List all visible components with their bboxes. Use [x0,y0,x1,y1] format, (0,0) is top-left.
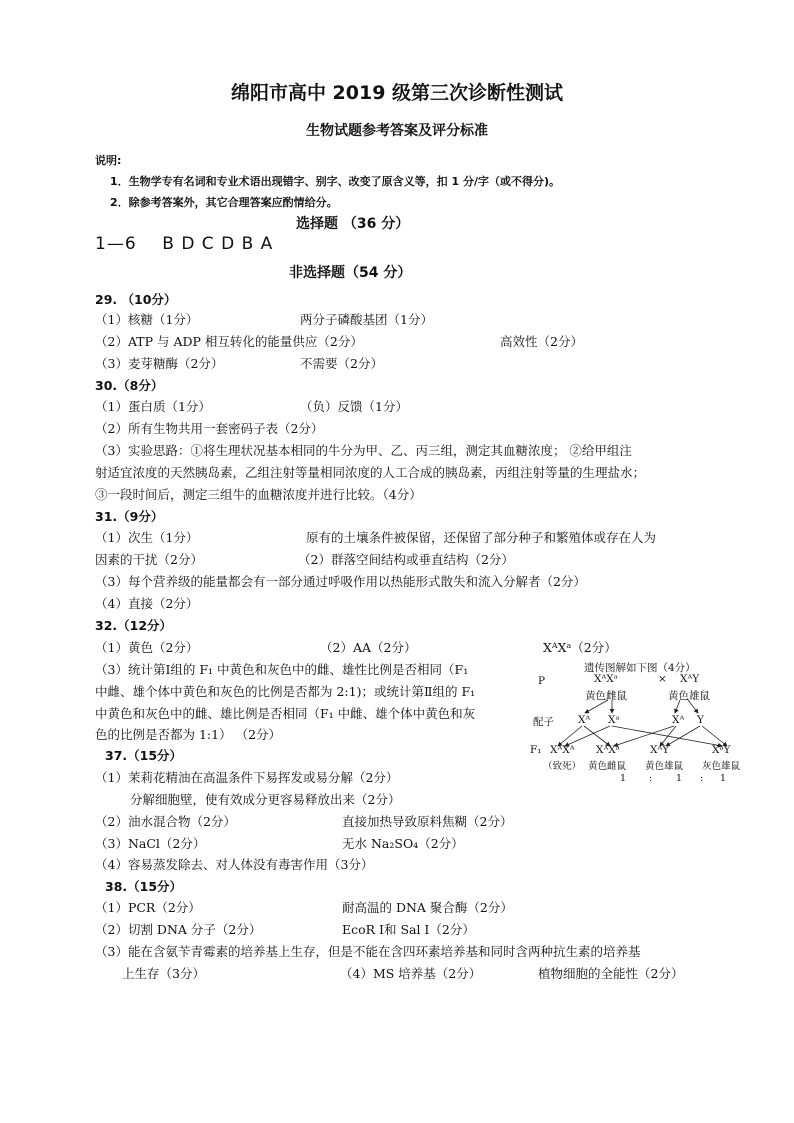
q31-line1-b: 原有的土壤条件被保留，还保留了部分种子和繁殖体或存在人为 [306,530,657,545]
q32-line1-a: （1）黄色（2分） [95,640,199,655]
q37-line2: 分解细胞壁，使有效成分更容易释放出来（2分） [130,792,401,807]
q30-line1-a: （1）蛋白质（1分） [95,399,211,414]
q38-line4-c: 植物细胞的全能性（2分） [538,966,684,981]
q29-line2-b: 高效性（2分） [500,334,583,349]
diagram-parent2-label: 黄色雄鼠 [668,690,710,702]
q30-heading: 30.（8分） [95,378,164,393]
q29-line1-a: （1）核糖（1分） [95,312,199,327]
diagram-gamete-3: Xᴬ [672,714,685,726]
q30-line3: （3）实验思路：①将生理状况基本相同的牛分为甲、乙、丙三组，测定其血糖浓度； ②给甲组注 [95,443,632,458]
page-subtitle: 生物试题参考答案及评分标准 [306,123,488,139]
nonchoice-heading: 非选择题（54 分） [289,265,412,281]
diagram-gamete-1: Xᴬ [578,714,591,726]
diagram-offspring-3-label: 黄色雄鼠 [645,761,684,772]
q31-line2-a: 因素的干扰（2分） [95,552,203,567]
diagram-gamete-2: Xᵃ [608,714,620,726]
q30-line1-b: （负）反馈（1分） [300,399,408,414]
q31-heading: 31.（9分） [95,509,164,524]
q32-line4: 中黄色和灰色中的雌、雄比例是否相同（F₁ 中雌、雄个体中黄色和灰 [95,706,476,721]
q38-line1-b: 耐高温的 DNA 聚合酶（2分） [342,900,513,915]
q38-line4-a: 上生存（3分） [122,966,205,981]
diagram-cross: × [658,673,667,685]
diagram-p-label: P [538,675,546,687]
q30-line2: （2）所有生物共用一套密码子表（2分） [95,421,324,436]
choice-heading: 选择题 （36 分） [296,216,410,232]
diagram-ratio-1: 1 [620,773,627,784]
diagram-offspring-4: XᵃY [712,744,731,756]
q32-line1-b: （2）AA（2分） [320,640,417,655]
diagram-offspring-3: XᴬY [650,744,670,756]
diagram-offspring-2-label: 黄色雌鼠 [588,761,627,772]
diagram-offspring-2: XᴬXᵃ [596,744,620,756]
q31-line3: （3）每个营养级的能量都会有一部分通过呼吸作用以热能形式散失和流入分解者（2分） [95,574,586,589]
diagram-parent1: XᴬXᵃ [594,673,618,685]
q37-line4-a: （3）NaCl（2分） [95,836,206,851]
q37-line5: （4）容易蒸发除去、对人体没有毒害作用（3分） [95,857,374,872]
diagram-ratio-colon-1: : [649,773,653,784]
q31-line4: （4）直接（2分） [95,596,199,611]
page-title: 绵阳市高中 2019 级第三次诊断性测试 [230,82,564,104]
diagram-parent2: XᴬY [680,673,700,685]
q37-line3-b: 直接加热导致原料焦糊（2分） [342,814,513,829]
diagram-gamete-4: Y [697,714,704,726]
q29-line2-a: （2）ATP 与 ADP 相互转化的能量供应（2分） [95,334,363,349]
q38-line3: （3）能在含氨苄青霉素的培养基上生存，但是不能在含四环素培养基和同时含两种抗生素的培养基 [95,944,641,959]
note-item-2: 2．除参考答案外，其它合理答案应酌情给分。 [110,196,338,209]
diagram-ratio-3: 1 [720,773,727,784]
diagram-parent1-label: 黄色雌鼠 [585,690,627,702]
q29-line3-a: （3）麦芽糖酶（2分） [95,356,224,371]
q38-line4-b: （4）MS 培养基（2分） [340,966,482,981]
q37-line1: （1）茉莉花精油在高温条件下易挥发或易分解（2分） [95,770,399,785]
q37-line4-b: 无水 Na₂SO₄（2分） [342,836,464,851]
q37-heading: 37.（15分） [105,748,183,763]
diagram-gamete-label: 配子 [533,716,554,728]
q29-line3-b: 不需要（2分） [300,356,383,371]
diagram-f1-label: F₁ [530,744,542,756]
q32-heading: 32.（12分） [95,618,173,633]
q37-line3-a: （2）油水混合物（2分） [95,814,236,829]
notes-heading: 说明: [95,154,122,167]
q32-line5: 色的比例是否都为 1:1） （2分） [95,727,282,742]
diagram-offspring-1-label: （致死） [543,761,582,772]
diagram-ratio-colon-2: : [700,773,704,784]
diagram-caption: 遗传图解如下图（4分） [584,662,696,674]
q30-line4: 射适宜浓度的天然胰岛素，乙组注射等量相同浓度的人工合成的胰岛素，丙组注射等量的生理盐水； [95,465,646,480]
diagram-ratio-2: 1 [676,773,683,784]
q30-line5: ③一段时间后，测定三组牛的血糖浓度并进行比较。（4分） [95,487,422,502]
q32-line1-c: XᴬXᵃ（2分） [543,640,617,655]
q38-line2-b: EcoR Ⅰ和 Sal Ⅰ（2分） [342,922,475,937]
diagram-offspring-1: XᴬXᴬ [550,744,575,756]
q38-heading: 38.（15分） [105,879,183,894]
q32-line2: （3）统计第Ⅰ组的 F₁ 中黄色和灰色中的雌、雄性比例是否相同（F₁ [95,662,469,677]
q38-line2-a: （2）切割 DNA 分子（2分） [95,922,262,937]
q29-heading: 29. （10分） [95,292,177,307]
q31-line2-b: （2）群落空间结构或垂直结构（2分） [298,552,514,567]
q29-line1-b: 两分子磷酸基团（1分） [300,312,433,327]
q32-line3: 中雌、雄个体中黄色和灰色的比例是否都为 2:1)；或统计第Ⅱ组的 F₁ [95,684,476,699]
note-item-1: 1．生物学专有名词和专业术语出现错字、别字、改变了原含义等，扣 1 分/字（或不得分)。 [110,175,561,188]
diagram-offspring-4-label: 灰色雄鼠 [702,761,741,772]
choice-answers: 1—6 B D C D B A [95,234,274,254]
q38-line1-a: （1）PCR（2分） [95,900,201,915]
q31-line1-a: （1）次生（1分） [95,530,199,545]
